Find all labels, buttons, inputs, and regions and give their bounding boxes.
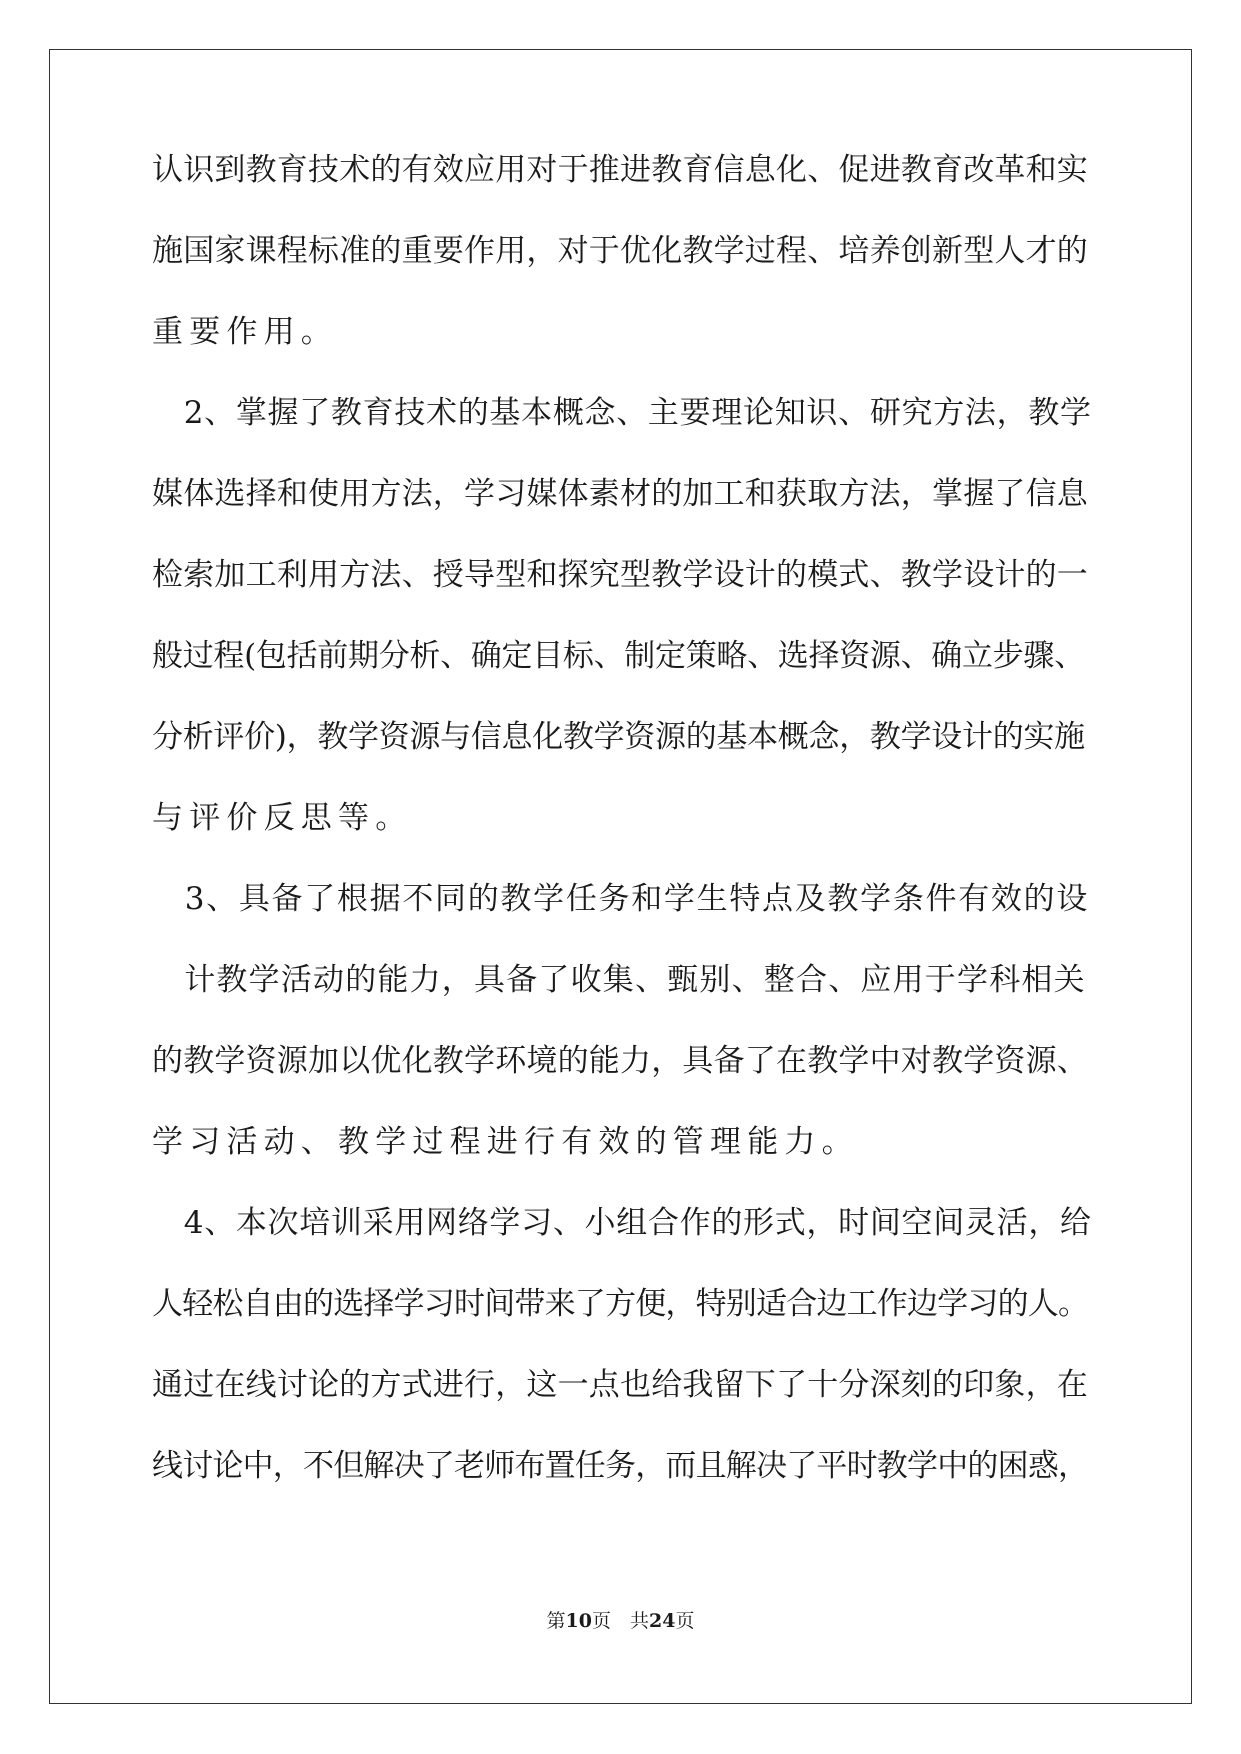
text-line: 4、本次培训采用网络学习、小组合作的形式，时间空间灵活，给 (152, 1205, 1092, 1241)
text-line: 媒体选择和使用方法，学习媒体素材的加工和获取方法，掌握了信息 (152, 476, 1088, 512)
total-page-number: 24 (649, 1610, 676, 1632)
text-line: 施国家课程标准的重要作用，对于优化教学过程、培养创新型人才的 (152, 233, 1088, 269)
text-line: 与评价反思等。 (152, 800, 413, 836)
text-line: 分析评价)，教学资源与信息化教学资源的基本概念，教学设计的实施 (152, 719, 1085, 755)
text-line: 认识到教育技术的有效应用对于推进教育信息化、促进教育改革和实 (152, 152, 1088, 188)
page-footer (0, 1609, 1241, 1633)
text-line: 人轻松自由的选择学习时间带来了方便，特别适合边工作边学习的人。 (152, 1286, 1089, 1322)
text-line: 计教学活动的能力，具备了收集、甄别、整合、应用于学科相关 (152, 962, 1086, 998)
text-line: 2、掌握了教育技术的基本概念、主要理论知识、研究方法，教学 (152, 395, 1092, 431)
text-line: 学习活动、教学过程进行有效的管理能力。 (152, 1124, 859, 1160)
text-line: 3、具备了根据不同的教学任务和学生特点及教学条件有效的设 (152, 881, 1090, 917)
text-line: 检索加工利用方法、授导型和探究型教学设计的模式、教学设计的一 (152, 557, 1088, 593)
text-line: 般过程(包括前期分析、确定目标、制定策略、选择资源、确立步骤、 (152, 638, 1085, 674)
text-line: 通过在线讨论的方式进行，这一点也给我留下了十分深刻的印象，在 (152, 1367, 1088, 1403)
text-line: 的教学资源加以优化教学环境的能力，具备了在教学中对教学资源、 (152, 1043, 1088, 1079)
current-page-number: 10 (565, 1610, 592, 1632)
page-suffix: 页 (675, 1610, 695, 1632)
page-mid: 页 共 (591, 1610, 649, 1632)
text-line: 重要作用。 (152, 314, 338, 350)
page-prefix: 第 (546, 1610, 566, 1632)
text-line: 线讨论中，不但解决了老师布置任务，而且解决了平时教学中的困惑， (152, 1448, 1089, 1484)
